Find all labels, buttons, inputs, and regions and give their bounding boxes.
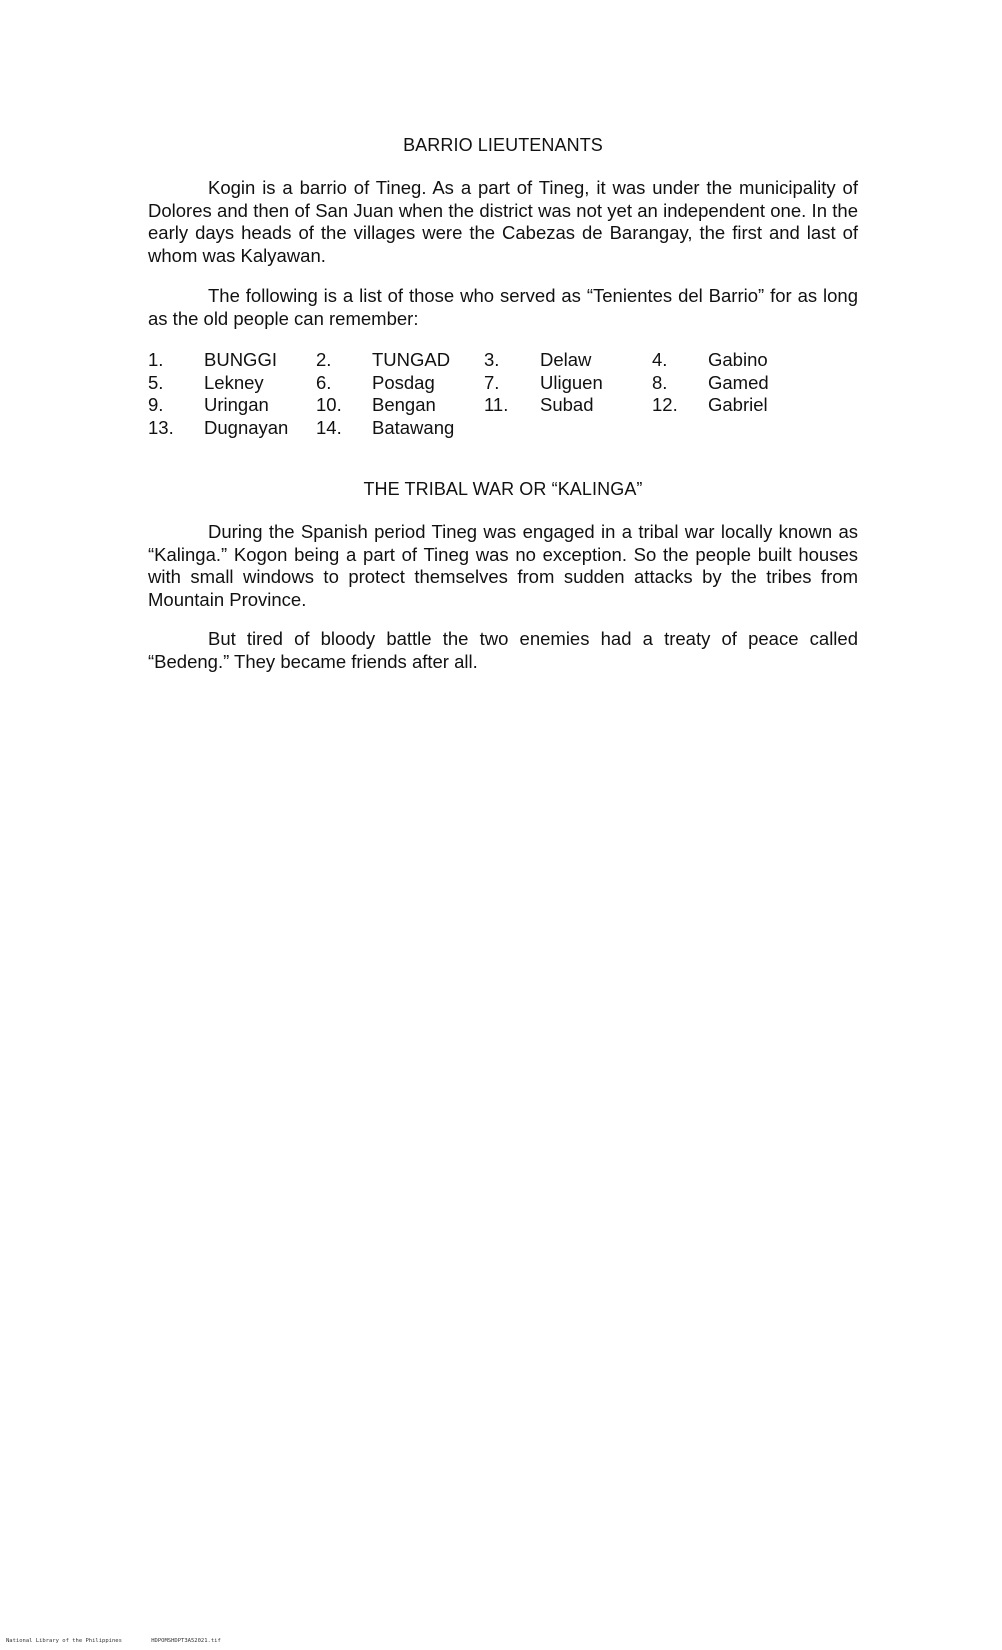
footer-file-name: HDPOMSHDPT3A52021.tif — [151, 1638, 221, 1644]
list-item-name: Lekney — [204, 371, 264, 393]
tribal-war-heading: THE TRIBAL WAR OR “KALINGA” — [363, 479, 643, 499]
list-item-number: 3. — [484, 349, 500, 370]
list-item-name: Gabino — [708, 349, 768, 370]
list-row — [148, 417, 858, 440]
list-item-name: BUNGGI — [204, 349, 277, 370]
list-item-name: Delaw — [540, 349, 592, 370]
list-item-number: 5. — [148, 371, 164, 393]
list-item-number: 13. — [148, 416, 174, 438]
list-row — [148, 394, 858, 417]
list-item-number: 4. — [652, 349, 668, 370]
tribal-war-paragraph: During the Spanish period Tineg was engaged in a tribal war locally known as “Kalinga.” Kogon being a part of Tineg was no exception. So the people built houses with small windows to protect themselves from sudden attacks by the tribes from Mountain Province. — [148, 521, 858, 610]
list-item-number: 9. — [148, 394, 164, 416]
scan-footer — [6, 1638, 247, 1644]
list-item-number: 10. — [316, 394, 342, 416]
list-item-name: Uliguen — [540, 371, 603, 393]
treaty-paragraph: But tired of bloody battle the two enemies had a treaty of peace called “Bedeng.” They became friends after all. — [148, 628, 858, 672]
list-item-name: Gabriel — [708, 394, 768, 416]
list-item-name: Uringan — [204, 394, 269, 416]
list-row — [148, 349, 858, 372]
barrio-lieutenants-heading: BARRIO LIEUTENANTS — [403, 135, 603, 155]
list-item-name: Dugnayan — [204, 416, 289, 438]
kogin-intro-paragraph: Kogin is a barrio of Tineg. As a part of Tineg, it was under the municipality of Dolores and then of San Juan when the district was not yet an independent one. In the early days heads of the villages were the Cabezas de Barangay, the first and last of whom was Kalyawan. — [148, 177, 858, 266]
list-item-number: 11. — [484, 394, 509, 416]
list-item-name: Batawang — [372, 416, 455, 438]
footer-library-name: National Library of the Philippines — [6, 1638, 122, 1644]
list-row — [148, 372, 858, 395]
list-item-number: 12. — [652, 394, 678, 416]
list-item-name: Posdag — [372, 371, 435, 393]
list-item-number: 6. — [316, 371, 332, 393]
list-item-name: Gamed — [708, 371, 769, 393]
list-item-number: 7. — [484, 371, 500, 393]
list-item-number: 1. — [148, 349, 164, 370]
list-item-number: 8. — [652, 371, 668, 393]
list-intro-paragraph: The following is a list of those who served as “Tenientes del Barrio” for as long as the old people can remember: — [148, 285, 858, 329]
list-item-number: 2. — [316, 349, 332, 370]
list-item-name: TUNGAD — [372, 349, 451, 370]
list-item-number: 14. — [316, 416, 342, 438]
lieutenants-list — [148, 349, 858, 439]
list-item-name: Subad — [540, 394, 594, 416]
list-item-name: Bengan — [372, 394, 436, 416]
